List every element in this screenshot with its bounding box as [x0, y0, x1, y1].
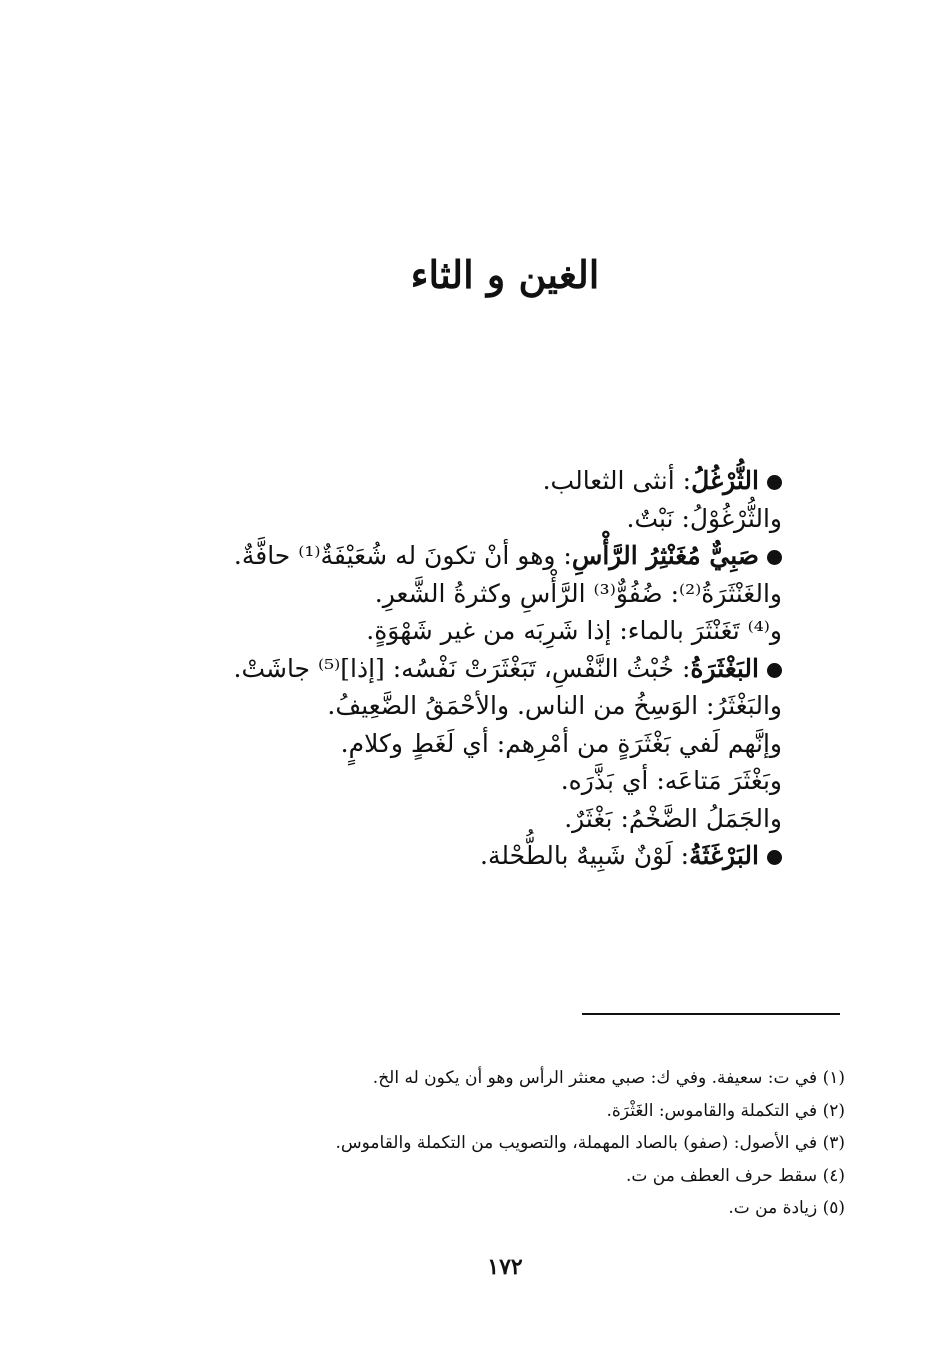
- page-number: ١٧٢: [487, 1254, 523, 1280]
- entry-line-3: [82, 537, 782, 575]
- entry-text: والغَنْثَرَةُ⁽²⁾: ضُفُوٌّ⁽³⁾ الرَّأْسِ وكثرةُ الشَّعرِ.: [374, 578, 782, 608]
- entry-text: : وهو أنْ تكونَ له شُعَيْفَةٌ⁽¹⁾ حافَّةٌ.: [233, 541, 572, 570]
- entry-text: : أنثى الثعالب.: [542, 466, 692, 495]
- entry-text: وإنَّهم لَفي بَغْثَرَةٍ من أمْرِهم: أي لَغَطٍ وكلامٍ.: [340, 728, 782, 758]
- footnote-1: (١) في ت: سعيفة. وفي ك: صبي معنثر الرأس وهو أن يكون له الخ.: [372, 1068, 845, 1088]
- footnote-4: (٤) سقط حرف العطف من ت.: [625, 1165, 845, 1186]
- bullet-icon: [767, 663, 782, 678]
- entry-headword: البَغْثَرَةُ: [690, 653, 759, 683]
- dictionary-entries: [82, 462, 782, 875]
- entry-line-1: [82, 462, 782, 500]
- entry-text: والثُّرْغُوْلُ: نَبْتٌ.: [626, 503, 782, 533]
- entry-line-11: [82, 837, 782, 875]
- footnote-3: (٣) في الأصول: (صفو) بالصاد المهملة، والتصويب من التكملة والقاموس.: [335, 1133, 845, 1153]
- chapter-title: الغين و الثاء: [410, 252, 600, 297]
- entry-text: و⁽⁴⁾ تَغَنْثَرَ بالماء: إذا شَرِبَه من غير شَهْوَةٍ.: [366, 616, 782, 645]
- entry-line-6: [82, 650, 782, 688]
- entry-headword: الثُّرْغُلُ: [691, 466, 759, 495]
- entry-headword: البَرْغَثَةُ: [689, 841, 759, 870]
- entry-line-4: [82, 575, 782, 613]
- entry-line-5: [82, 612, 782, 650]
- entry-text: : خُبْثُ النَّفْسِ، تَبَغْثَرَتْ نَفْسُه: [إذا]⁽⁵⁾ جاشَتْ.: [233, 653, 691, 683]
- entry-line-2: [82, 500, 782, 538]
- bullet-icon: [767, 850, 782, 865]
- entry-line-10: [82, 800, 782, 838]
- entry-headword: صَبِيٌّ مُغَنْثِرُ الرَّأْسِ: [571, 541, 759, 570]
- entry-text: والبَغْثَرُ: الوَسِخُ من الناس. والأحْمَقُ الضَّعِيفُ.: [327, 691, 782, 720]
- footnote-2: (٢) في التكملة والقاموس: الغَثْرَة.: [606, 1100, 845, 1121]
- footnote-5: (٥) زيادة من ت.: [728, 1198, 845, 1218]
- footnote-divider: [582, 1013, 840, 1015]
- entry-line-8: [82, 725, 782, 763]
- entry-line-7: [82, 687, 782, 725]
- bullet-icon: [767, 550, 782, 565]
- entry-text: : لَوْنٌ شَبِيهٌ بالطُّحْلة.: [480, 841, 690, 870]
- footnotes: [125, 1062, 845, 1225]
- entry-text: والجَمَلُ الضَّخْمُ: بَغْثَرٌ.: [564, 803, 782, 833]
- entry-line-9: [82, 762, 782, 800]
- bullet-icon: [767, 475, 782, 490]
- entry-text: وبَغْثَرَ مَتاعَه: أي بَذَّرَه.: [560, 766, 782, 795]
